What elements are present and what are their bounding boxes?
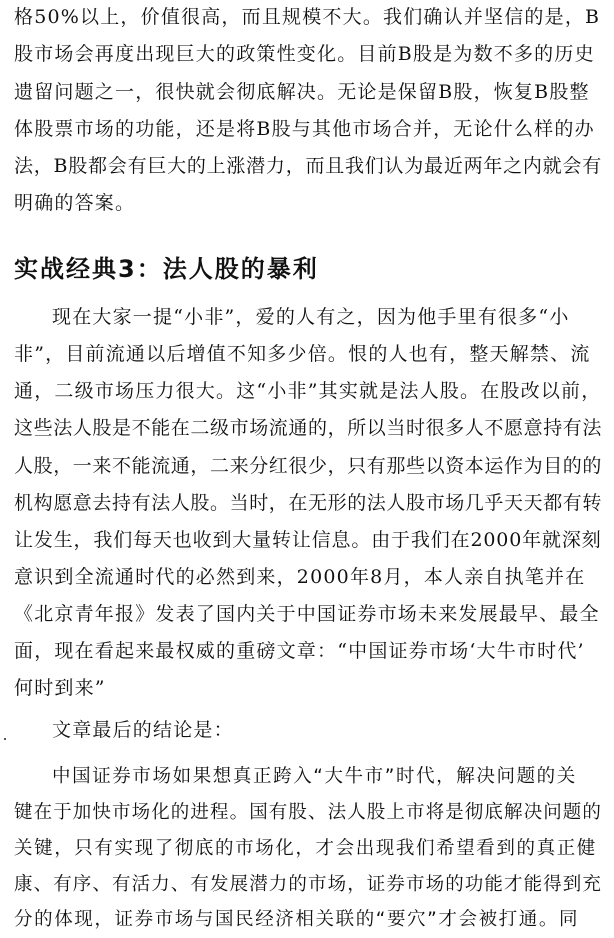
text-line: 人股，一来不能流通，二来分红很少，只有那些以资本运作为目的的 bbox=[14, 455, 603, 477]
text-line: 明确的答案。 bbox=[14, 192, 136, 214]
section-heading: 实战经典3：法人股的暴利 bbox=[14, 255, 319, 283]
text-line: 格50%以上，价值很高，而且规模不大。我们确认并坚信的是，B bbox=[14, 6, 601, 28]
text-line: 现在大家一提“小非”，爱的人有之，因为他手里有很多“小 bbox=[52, 306, 570, 328]
text-line: 中国证券市场如果想真正跨入“大牛市”时代，解决问题的关 bbox=[52, 766, 577, 787]
text-line: 意识到全流通时代的必然到来，2000年8月，本人亲自执笔并在 bbox=[14, 566, 586, 588]
text-line: 让发生，我们每天也收到大量转让信息。由于我们在2000年就深刻 bbox=[14, 529, 602, 551]
text-line: 法，B股都会有巨大的上涨潜力，而且我们认为最近两年之内就会有 bbox=[14, 155, 602, 177]
text-line: 机构愿意去持有法人股。当时，在无形的法人股市场几乎天天都有转 bbox=[14, 492, 603, 514]
text-line: 遗留问题之一，很快就会彻底解决。无论是保留B股，恢复B股整 bbox=[14, 81, 590, 103]
text-line: 分的体现，证券市场与国民经济相关联的“要穴”才会被打通。同 bbox=[14, 909, 580, 930]
text-line: 何时到来” bbox=[14, 677, 106, 699]
text-line: 康、有序、有活力、有发展潜力的市场，证券市场的功能才能得到充 bbox=[14, 874, 603, 895]
text-line: 股市场会再度出现巨大的政策性变化。目前B股是为数不多的历史 bbox=[14, 43, 595, 65]
text-line: 这些法人股是不能在二级市场流通的，所以当时很多人不愿意持有法 bbox=[14, 417, 603, 439]
conclusion-intro: 文章最后的结论是： bbox=[52, 719, 234, 741]
text-line: 键在于加快市场化的进程。国有股、法人股上市将是彻底解决问题的 bbox=[14, 802, 603, 823]
text-line: 通，二级市场压力很大。这“小非”其实就是法人股。在股改以前， bbox=[14, 380, 602, 402]
text-line: 体股票市场的功能，还是将B股与其他市场合并，无论什么样的办 bbox=[14, 118, 595, 140]
scan-speck bbox=[4, 738, 6, 740]
text-line: 《北京青年报》发表了国内关于中国证券市场未来发展最早、最全 bbox=[14, 603, 600, 625]
text-line: 关键，只有实现了彻底的市场化，才会出现我们希望看到的真正健 bbox=[14, 838, 597, 859]
text-line: 非”，目前流通以后增值不知多少倍。恨的人也有，整天解禁、流 bbox=[14, 343, 591, 365]
text-line: 面，现在看起来最权威的重磅文章：“中国证券市场‘大牛市时代’ bbox=[14, 640, 585, 662]
